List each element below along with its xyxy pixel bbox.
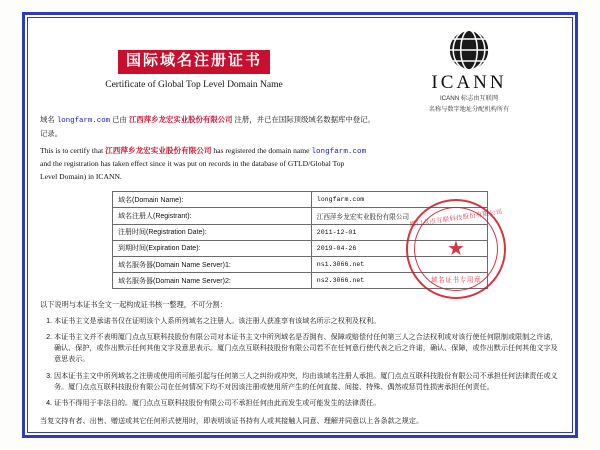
table-cell-key: 到期时间(Expiration Date): xyxy=(113,240,312,256)
title-block xyxy=(54,50,334,90)
domain-info-table-wrap xyxy=(112,191,504,289)
statement-cn-mid1: 已由 xyxy=(110,115,129,124)
table-cell-value: ns2.3066.net xyxy=(311,273,487,289)
statement-cn-mid2: 注册，并已在国际顶级域名数据库中登记。 xyxy=(232,115,375,124)
table-cell-value: longfarm.com xyxy=(311,192,487,208)
terms-tail: 当复文持有者、出售、赠送或其它任何形式使用时，即表明该证书持有人或其接触人同意、理解并同意以上各条款之规定。 xyxy=(40,417,424,426)
icann-logo-block xyxy=(376,28,562,115)
statement-cn-continuation: 记录。 xyxy=(40,128,63,138)
official-seal xyxy=(406,199,506,299)
list-item: 3. 因本证书主文中所列域名之注册或使用所可能引起与任何第三人之纠纷或冲突，均由该域名注册人承担。厦门点点互联科技股份有限公司不承担任何法律责任或义务。厦门点点互联科技股份有限公司在任何情况下均不对因该注册或使用所产生的任何直接、间接、特殊、偶然或惩罚性损害承担任何责任。 xyxy=(54,371,560,393)
page-subtitle: Certificate of Global Top Level Domain Name xyxy=(105,79,283,90)
table-cell-value: 江西萍乡龙宏实业股份有限公司 xyxy=(311,208,487,224)
certificate-content xyxy=(34,24,566,426)
statement-en-line1b: has registered the domain name xyxy=(211,145,312,155)
icann-wordmark: ICANN xyxy=(431,72,507,93)
terms-list xyxy=(34,316,566,409)
statement-en-line2: and the registration has taken effect since it was put on records in the database of GTLD/Global Top xyxy=(40,159,345,169)
table-cell-value: 2011-12-01 xyxy=(311,224,487,240)
icann-subtitle-line2: 名称与数字地址分配机构所有 xyxy=(428,106,510,114)
page-title: 国际域名注册证书 xyxy=(118,50,270,74)
list-item: 1. 本证书主文是承诺书仅在证明该个人系所列域名之注册人。该注册人获准享有该域名所示之权利及权利。 xyxy=(54,316,560,327)
certificate-header xyxy=(34,24,566,114)
statement-en-registrant: 江西萍乡龙宏实业股份有限公司 xyxy=(105,145,212,155)
table-cell-key: 域名服务器(Domain Name Server)1: xyxy=(113,256,312,272)
statement-english xyxy=(34,145,566,184)
table-cell-key: 域名注册人(Registrant): xyxy=(113,208,312,224)
list-item: 2. 本证书主文并不表明厦门点点互联科技股份有限公司对本证书主文中所列域名是否拥有、保障或赔偿付任何第三人之合法权利或对该行使任何限制或限制之许诺，确认、保护，或作出默示任何其他文字及意思表示。厦门点点互联科技股份有限公司若不在任何意行使代表之后之许诺，确认、保障，或作出默示任何其他文字及意思表示。 xyxy=(54,332,560,366)
seal-star-icon: ★ xyxy=(447,238,465,261)
table-cell-key: 注册时间(Registration Date): xyxy=(113,224,312,240)
table-cell-key: 域名(Domain Name): xyxy=(113,192,312,208)
terms-heading: 以下说明与本证书全文一起构成证书核一整理，不可分割： xyxy=(40,300,227,310)
table-cell-key: 域名服务器(Domain Name Server)2: xyxy=(113,273,312,289)
statement-en-domain: longfarm.com xyxy=(311,147,367,156)
list-item: 4. 证书不得用于非法目的。厦门点点互联科技股份有限公司不承担任何由此而发生或可能发生的法律责任。 xyxy=(54,398,560,409)
table-cell-value: 2019-04-26 xyxy=(311,240,487,256)
seal-top-text: 厦门点点互联科技股份有限公司 xyxy=(409,208,504,229)
icann-subtitle-line1: ICANN 标志由互联网 xyxy=(439,95,499,102)
statement-cn-prefix: 域名 xyxy=(40,115,57,124)
statement-en-line1a: This is to certify that xyxy=(40,145,106,155)
statement-chinese xyxy=(34,114,566,140)
globe-icon xyxy=(447,28,491,72)
statement-en-line3: Level Domain) in ICANN. xyxy=(40,171,122,181)
statement-cn-registrant: 江西萍乡龙宏实业股份有限公司 xyxy=(128,115,233,124)
statement-cn-domain: longfarm.com xyxy=(56,117,111,125)
table-cell-value: ns1.3066.net xyxy=(311,256,487,272)
seal-bottom-text: 域名证书专用章 xyxy=(430,277,482,285)
